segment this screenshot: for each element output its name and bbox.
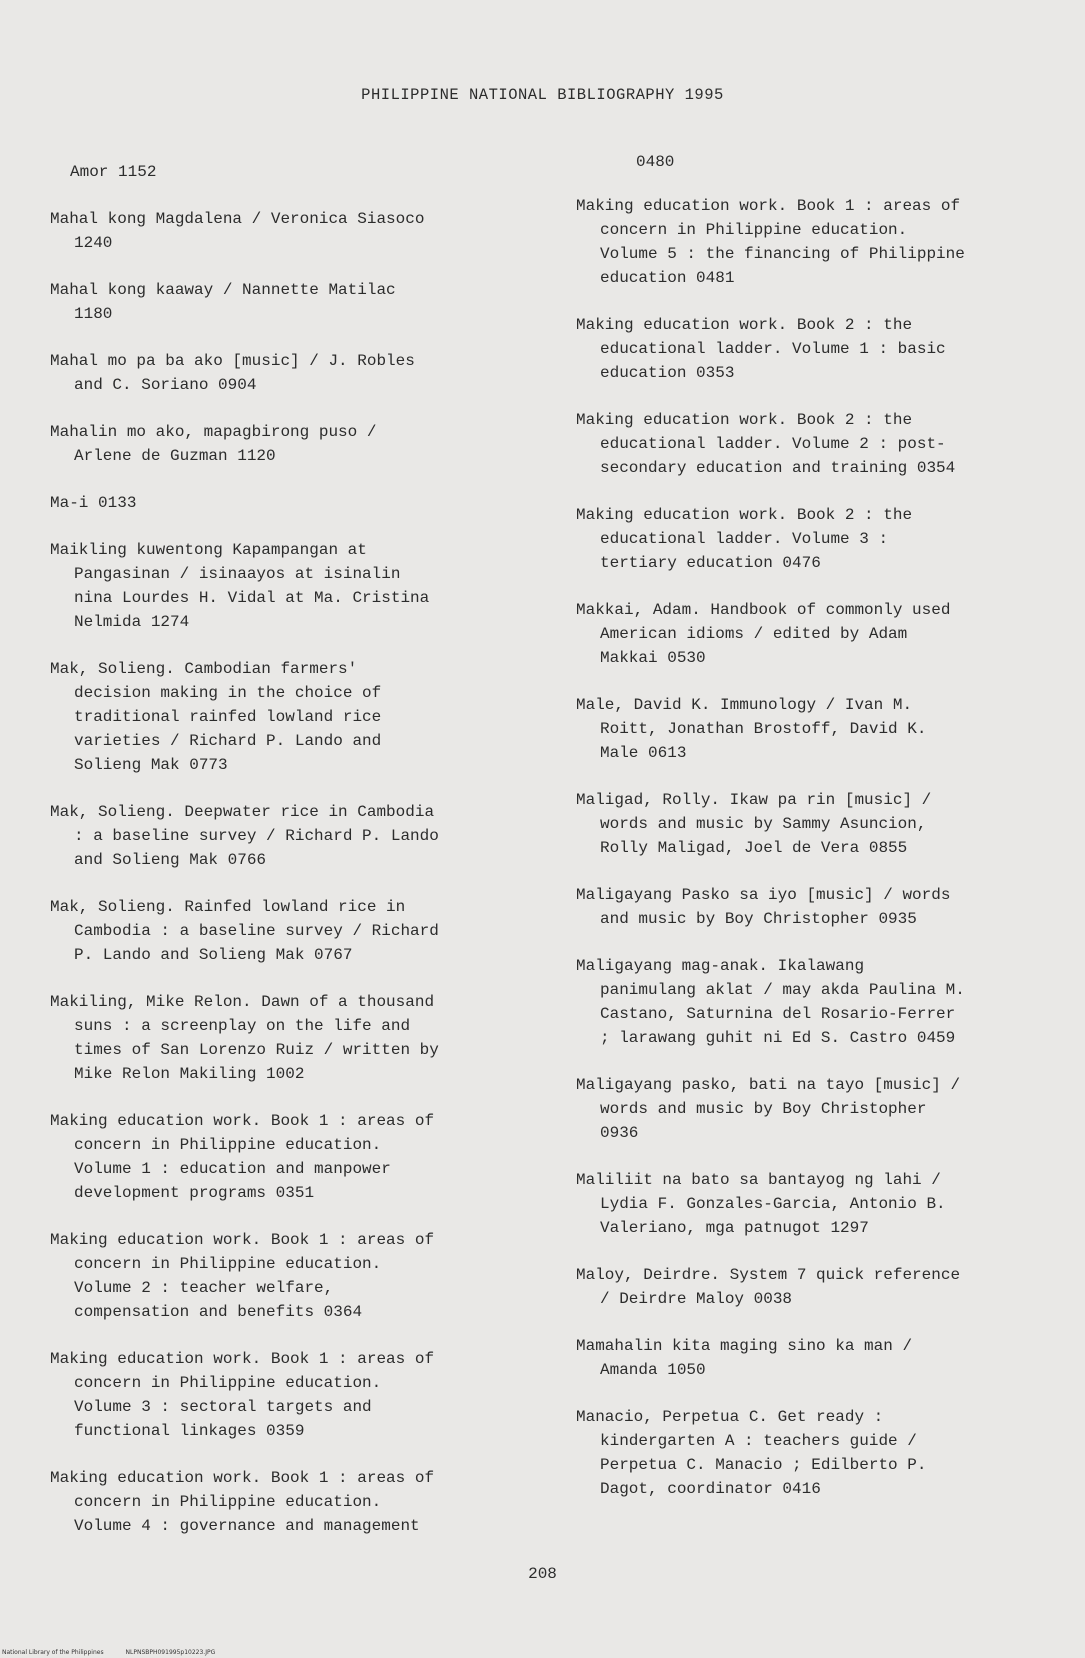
bibliography-entry: Maligayang Pasko sa iyo [music] / words and music by Boy Christopher 0935 [576,886,951,928]
bibliography-entry: Making education work. Book 1 : areas of concern in Philippine education. Volume 5 : the financing of Philippine education 0481 [576,197,965,287]
bibliography-entry: Mamahalin kita maging sino ka man / Amanda 1050 [576,1337,913,1379]
bibliography-entry: Mahalin mo ako, mapagbirong puso / Arlene de Guzman 1120 [50,423,377,465]
bibliography-entry: Making education work. Book 2 : the educational ladder. Volume 3 : tertiary education 0476 [576,506,913,572]
bibliography-entry: Ma-i 0133 [50,494,137,512]
right-column [576,153,1066,1524]
bibliography-entry: Making education work. Book 1 : areas of concern in Philippine education. Volume 2 : teacher welfare, compensation and benefits 0364 [50,1231,435,1321]
bibliography-entry: Maligayang pasko, bati na tayo [music] / words and music by Boy Christopher 0936 [576,1076,961,1142]
bibliography-entry: Mahal kong kaaway / Nannette Matilac 1180 [50,281,396,323]
page-number: 208 [528,1565,557,1583]
bibliography-entry: Male, David K. Immunology / Ivan M. Roitt, Jonathan Brostoff, David K. Male 0613 [576,696,927,762]
bibliography-entry: Manacio, Perpetua C. Get ready : kindergarten A : teachers guide / Perpetua C. Manacio ; Edilberto P. Dagot, coordinator 0416 [576,1408,927,1498]
bibliography-entry: Mak, Solieng. Rainfed lowland rice in Cambodia : a baseline survey / Richard P. Lando and Solieng Mak 0767 [50,898,439,964]
bibliography-entry: Making education work. Book 2 : the educational ladder. Volume 1 : basic education 0353 [576,316,946,382]
bibliography-entry: Making education work. Book 1 : areas of concern in Philippine education. Volume 3 : sectoral targets and functional linkages 0359 [50,1350,435,1440]
left-column [50,160,540,1561]
bibliography-entry: Maligad, Rolly. Ikaw pa rin [music] / words and music by Sammy Asuncion, Rolly Maligad, Joel de Vera 0855 [576,791,932,857]
bibliography-entry: Maikling kuwentong Kapampangan at Pangasinan / isinaayos at isinalin nina Lourdes H. Vidal at Ma. Cristina Nelmida 1274 [50,541,430,631]
bibliography-entry: Maloy, Deirdre. System 7 quick reference / Deirdre Maloy 0038 [576,1266,961,1308]
bibliography-entry: Making education work. Book 1 : areas of concern in Philippine education. Volume 4 : governance and management [50,1469,435,1535]
bibliography-entry: Maliliit na bato sa bantayog ng lahi / Lydia F. Gonzales-Garcia, Antonio B. Valeriano, mga patnugot 1297 [576,1171,946,1237]
bibliography-entry: Amor 1152 [70,163,157,181]
bibliography-entry: Making education work. Book 2 : the educational ladder. Volume 2 : post- secondary education and training 0354 [576,411,956,477]
bibliography-entry: Mak, Solieng. Cambodian farmers' decision making in the choice of traditional rainfed lowland rice varieties / Richard P. Lando and Solieng Mak 0773 [50,660,382,774]
bibliography-entry: Makiling, Mike Relon. Dawn of a thousand suns : a screenplay on the life and times of San Lorenzo Ruiz / written by Mike Relon Makiling 1002 [50,993,439,1083]
page-header: PHILIPPINE NATIONAL BIBLIOGRAPHY 1995 [361,86,724,104]
footer-filename: NLPNSBPH091995p10223.JPG [125,1649,216,1656]
footer-library: National Library of the Philippines [2,1649,104,1656]
bibliography-entry: Maligayang mag-anak. Ikalawang panimulang aklat / may akda Paulina M. Castano, Saturnina del Rosario-Ferrer ; larawang guhit ni Ed S. Castro 0459 [576,957,965,1047]
bibliography-entry: Mahal kong Magdalena / Veronica Siasoco 1240 [50,210,425,252]
bibliography-entry: Mahal mo pa ba ako [music] / J. Robles and C. Soriano 0904 [50,352,415,394]
scan-footer [2,1649,235,1656]
bibliography-entry: Mak, Solieng. Deepwater rice in Cambodia : a baseline survey / Richard P. Lando and Solieng Mak 0766 [50,803,439,869]
bibliography-entry: Makkai, Adam. Handbook of commonly used American idioms / edited by Adam Makkai 0530 [576,601,951,667]
continued-entry-number: 0480 [636,153,675,171]
bibliography-entry: Making education work. Book 1 : areas of concern in Philippine education. Volume 1 : education and manpower development programs 0351 [50,1112,435,1202]
